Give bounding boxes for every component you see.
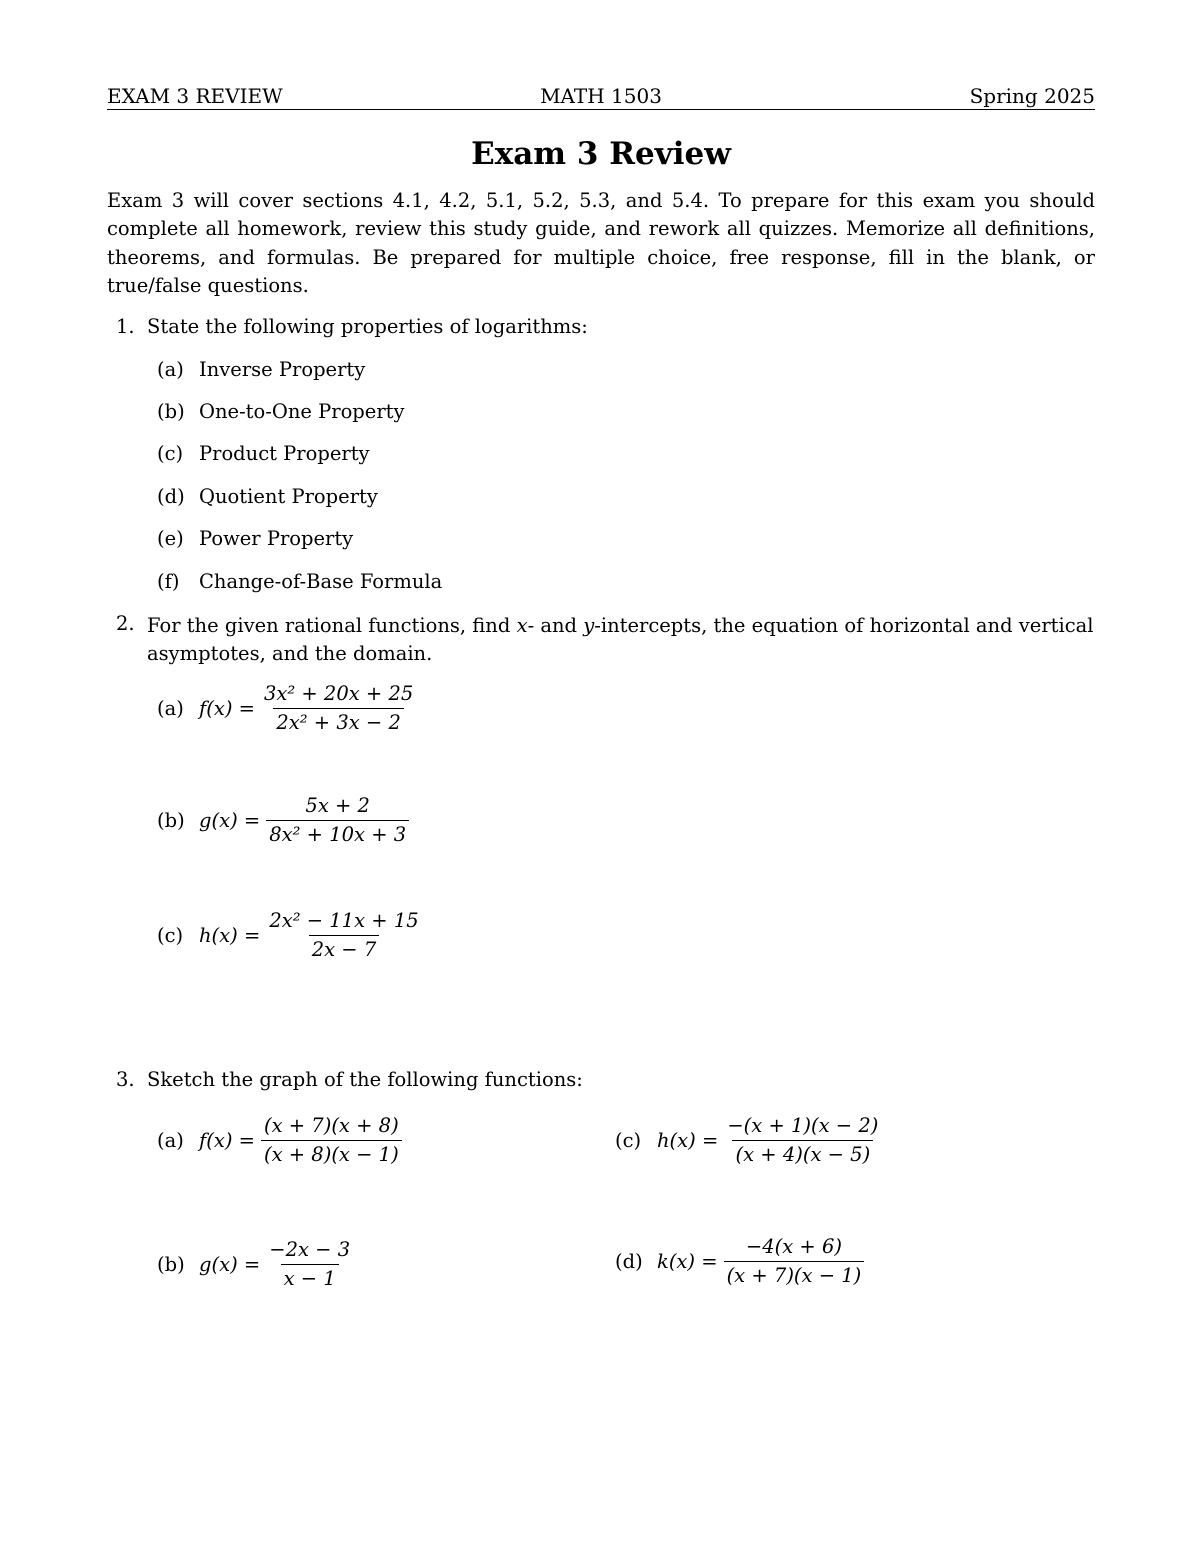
question-number: 2. (116, 612, 135, 635)
q1-item-d (157, 485, 378, 508)
numerator: −2x − 3 (269, 1238, 351, 1261)
function-lhs: g(x) = (199, 809, 261, 832)
fraction (261, 1114, 402, 1167)
q3-item-d (615, 1235, 864, 1288)
function-lhs: f(x) = (199, 697, 255, 720)
q1-item-f (157, 570, 442, 593)
fraction (266, 909, 421, 962)
function-lhs: g(x) = (199, 1253, 261, 1276)
q1-item-a (157, 358, 365, 381)
denominator: 2x − 7 (309, 935, 380, 962)
q3-item-b (157, 1238, 353, 1291)
item-label: (f) (157, 570, 180, 593)
item-label: (a) (157, 697, 184, 720)
numerator: 2x² − 11x + 15 (269, 909, 419, 932)
q3-item-a (157, 1114, 402, 1167)
question-3 (107, 1068, 1095, 1096)
item-label: (a) (157, 1129, 184, 1152)
q2-item-a (157, 682, 416, 735)
numerator: (x + 7)(x + 8) (263, 1114, 399, 1137)
item-label: (b) (157, 1253, 185, 1276)
item-label: (d) (157, 485, 185, 508)
denominator: (x + 4)(x − 5) (732, 1140, 873, 1167)
fraction (266, 1238, 353, 1291)
question-number: 3. (116, 1068, 135, 1091)
item-label: (c) (157, 442, 184, 465)
numerator: 5x + 2 (305, 794, 370, 817)
question-1 (107, 315, 1095, 343)
question-text: State the following properties of logarithms: (147, 315, 588, 338)
q3-item-c (615, 1114, 881, 1167)
denominator: (x + 7)(x − 1) (724, 1261, 865, 1288)
document-page (107, 0, 1095, 1553)
item-label: (c) (157, 924, 184, 947)
item-label: (e) (157, 527, 184, 550)
function-lhs: k(x) = (657, 1250, 718, 1273)
intro-paragraph: Exam 3 will cover sections 4.1, 4.2, 5.1, 5.2, 5.3, and 5.4. To prepare for this exam you should complete all homework, review this study guide, and rework all quizzes. Memorize all definitions, theorems, and formulas. Be prepared for multiple choice, free response, fill in the blank, or true/false questions. (107, 189, 1095, 297)
header-center: MATH 1503 (540, 84, 662, 108)
q2-item-c (157, 909, 422, 962)
item-text: Inverse Property (199, 358, 366, 381)
function-lhs: h(x) = (657, 1129, 719, 1152)
item-text: Quotient Property (199, 485, 378, 508)
fraction (261, 682, 416, 735)
item-label: (a) (157, 358, 184, 381)
item-text: Change-of-Base Formula (199, 570, 443, 593)
header-right: Spring 2025 (969, 84, 1095, 108)
function-lhs: h(x) = (199, 924, 261, 947)
question-2 (107, 612, 1095, 670)
question-text: For the given rational functions, find x- and y-intercepts, the equation of horizontal and vertical asymptotes, and the domain. (147, 614, 1094, 666)
header-left: EXAM 3 REVIEW (107, 84, 283, 108)
q2-item-b (157, 794, 409, 847)
q1-item-c (157, 442, 370, 465)
denominator: 8x² + 10x + 3 (266, 820, 409, 847)
item-label: (c) (615, 1129, 642, 1152)
numerator: −(x + 1)(x − 2) (727, 1114, 879, 1137)
question-text: Sketch the graph of the following functions: (147, 1068, 583, 1091)
numerator: −4(x + 6) (745, 1235, 842, 1258)
item-text: Product Property (199, 442, 370, 465)
q1-item-e (157, 527, 353, 550)
item-label: (b) (157, 400, 185, 423)
fraction (724, 1235, 865, 1288)
numerator: 3x² + 20x + 25 (263, 682, 414, 705)
denominator: (x + 8)(x − 1) (261, 1140, 402, 1167)
function-lhs: f(x) = (199, 1129, 255, 1152)
item-label: (d) (615, 1250, 643, 1273)
header-rule (107, 109, 1095, 110)
q1-item-b (157, 400, 405, 423)
page-title: Exam 3 Review (471, 136, 731, 172)
fraction (266, 794, 409, 847)
item-text: One-to-One Property (199, 400, 405, 423)
item-label: (b) (157, 809, 185, 832)
item-text: Power Property (199, 527, 354, 550)
denominator: x − 1 (281, 1264, 339, 1291)
fraction (724, 1114, 881, 1167)
running-header (107, 84, 1095, 110)
question-number: 1. (116, 315, 135, 338)
denominator: 2x² + 3x − 2 (273, 708, 404, 735)
